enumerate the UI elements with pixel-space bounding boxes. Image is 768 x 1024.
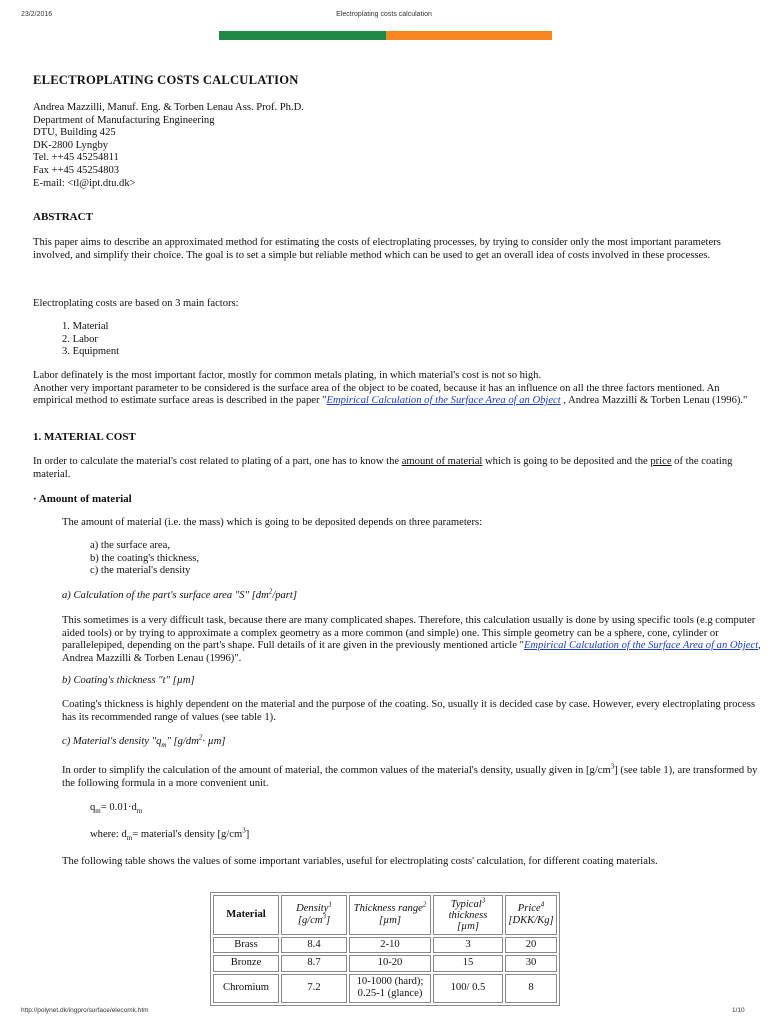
cell-price: 20 (505, 937, 557, 953)
author-line: DTU, Building 425 (33, 127, 116, 139)
print-page-title: Electroplating costs calculation (336, 11, 432, 18)
density-text: In order to simplify the calculation of the amount of material, the common values of the material's density, usually given in $[g/cm^3]$ (see table 1), are transformed by the following formula in a more convenient unit. (62, 762, 758, 789)
table-row (213, 937, 557, 953)
cell-range: 2-10 (349, 937, 431, 953)
print-date: 23/2/2016 (21, 11, 53, 18)
cell-price: 30 (505, 955, 557, 971)
footer-url: http://polynet.dk/ingpro/surface/elecomk.htm (21, 1007, 149, 1014)
abstract-text: This paper aims to describe an approximated method for estimating the costs of electroplating processes, by trying to consider only the most important parameters involved, and simplify their choice. The goal is to set a simple but reliable method which can be used to get an overall idea of costs involved in these processes. (33, 237, 721, 261)
author-line: Tel. ++45 45254811 (33, 152, 119, 164)
amount-params (90, 540, 199, 578)
density-where: where: $d_m=$ material's density $[g/cm^3]$ (90, 826, 250, 843)
table-row (213, 955, 557, 971)
table-header-row (213, 895, 557, 935)
list-item: c) the material's density (90, 565, 191, 577)
cell-material: Bronze (213, 955, 279, 971)
table-intro: The following table shows the values of some important variables, useful for electroplating costs' calculation, for different coating materials. (62, 856, 658, 867)
list-item: b) the coating's thickness, (90, 552, 199, 564)
header-thickness-range: Thickness range$^2$ [µm] (349, 895, 431, 935)
cell-typical: 3 (433, 937, 503, 953)
thickness-text: Coating's thickness is highly dependent on the material and the purpose of the coating. So, usually it is decided case by case. However, every electroplating process has its recommended range of values (see table 1). (62, 699, 756, 723)
list-item: 3. Equipment (62, 346, 120, 358)
abstract-heading: ABSTRACT (33, 211, 93, 223)
cell-price: 8 (505, 974, 557, 1003)
author-line: Department of Manufacturing Engineering (33, 114, 215, 126)
list-item: 2. Labor (62, 333, 98, 345)
cell-density: 8.7 (281, 955, 347, 971)
header-bar-orange (386, 31, 552, 40)
list-item: a) the surface area, (90, 540, 170, 551)
cell-typical: 100/ 0.5 (433, 974, 503, 1003)
material-cost-intro: In order to calculate the material's cost related to plating of a part, one has to know the amount of material which is going to be deposited and the price of the coating material. (33, 456, 733, 480)
cell-range: 10-1000 (hard); 0.25-1 (glance) (349, 974, 431, 1003)
surface-area-link[interactable]: Empirical Calculation of the Surface Area of an Object (326, 395, 561, 407)
surface-area-article-link[interactable]: Empirical Calculation of the Surface Area of an Object (523, 640, 759, 652)
list-item: 1. Material (62, 321, 109, 332)
author-line: DK-2800 Lyngby (33, 139, 109, 151)
labor-paragraph (33, 370, 761, 408)
header-material: Material (213, 895, 279, 935)
surface-area-text: This sometimes is a very difficult task, because there are many complicated shapes. Therefore, this calculation usually is done by using specific tools (e.g computer aided tools) or by trying to approximate a complex geometry as a more common (and simple) one. This simple geometry can be a sphere, cone, cylinder or parallelepiped, depending on the part's shape. Full details of it are given in the previously mentioned article "Empirical Calculation of the Surface Area of an Object, Andrea Mazzilli & Torben Lenau (1996)". (62, 615, 761, 664)
author-email[interactable]: E-mail: <tl@ipt.dtu.dk> (33, 177, 136, 189)
materials-table (210, 892, 560, 1006)
density-heading: c) Material's density "$q_m$" $[g/dm^2\cdot \mu m]$ (62, 733, 226, 750)
header-typical-thickness: Typical$^3$ thickness [µm] (433, 895, 503, 935)
density-formula: $q_m= 0.01\cdot d_m$ (90, 802, 143, 816)
cell-material: Chromium (213, 974, 279, 1003)
surface-text: Another very important parameter to be considered is the surface area of the object to be coated, because it has an influence on all the three factors mentioned. An empirical method to estimate surface areas is described in the paper "Empirical Calculation of the Surface Area of an Object , Andrea Mazzilli & Torben Lenau (1996)." (33, 382, 748, 407)
cell-typical: 15 (433, 955, 503, 971)
cell-material: Brass (213, 937, 279, 953)
author-block (33, 102, 304, 190)
factors-intro: Electroplating costs are based on 3 main factors: (33, 298, 239, 309)
amount-heading: · Amount of material (33, 493, 132, 505)
factors-list (62, 321, 119, 359)
surface-area-heading: a) Calculation of the part's surface area "S" $[dm^2/part]$ (62, 587, 297, 601)
labor-text: Labor definately is the most important factor, mostly for common metals plating, in which material's cost is not so high. (33, 370, 542, 381)
header-price: Price$^4$ [DKK/Kg] (505, 895, 557, 935)
header-bar-green (219, 31, 386, 40)
footer-page-number: 1/10 (732, 1007, 745, 1014)
author-line: Andrea Mazzilli, Manuf. Eng. & Torben Lenau Ass. Prof. Ph.D. (33, 102, 304, 113)
cell-density: 8.4 (281, 937, 347, 953)
thickness-heading: b) Coating's thickness "t" [µm] (62, 675, 195, 686)
document-title: ELECTROPLATING COSTS CALCULATION (33, 73, 299, 87)
section-material-cost-heading: 1. MATERIAL COST (33, 431, 136, 443)
amount-intro: The amount of material (i.e. the mass) which is going to be deposited depends on three parameters: (62, 517, 483, 528)
table-row (213, 974, 557, 1003)
cell-density: 7.2 (281, 974, 347, 1003)
header-density: Density$^1$ $[g/cm^3]$ (281, 895, 347, 935)
author-line: Fax ++45 45254803 (33, 164, 120, 176)
cell-range: 10-20 (349, 955, 431, 971)
